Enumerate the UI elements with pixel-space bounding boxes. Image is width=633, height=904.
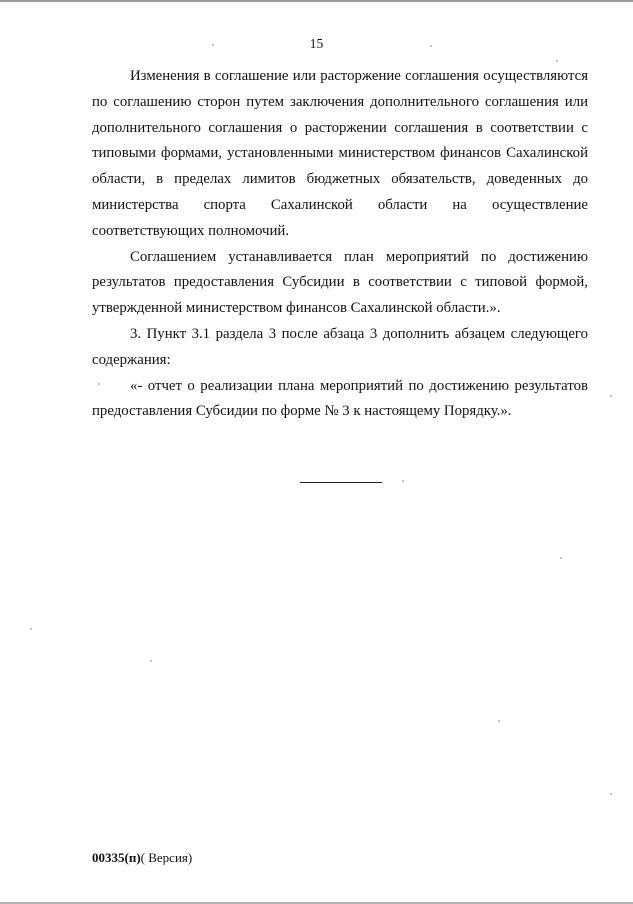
scan-speck [402,480,404,482]
document-code-number: 00335(п) [92,850,141,865]
scan-speck [610,793,612,795]
scan-speck [150,660,152,662]
end-separator-line [300,482,382,483]
document-body [92,64,588,425]
document-version: ( Версия) [140,850,193,865]
page-number: 15 [309,36,324,51]
document-code [92,850,192,866]
scan-top-edge [0,0,633,2]
scan-speck [30,628,32,630]
paragraph-clause-3: 3. Пункт 3.1 раздела 3 после абзаца 3 дополнить абзацем следующего содержания: [92,325,588,368]
scan-speck [560,557,562,559]
paragraph-action-plan: Соглашением устанавливается план мероприятий по достижению результатов предоставления Субсидии в соответствии с типовой формой, утвержденной министерством финансов Сахалинской области.». [92,248,588,317]
scan-speck [98,383,100,385]
scan-speck [556,60,558,62]
paragraph-report-quote: «- отчет о реализации плана мероприятий по достижению результатов предоставления Субсидии по форме № 3 к настоящему Порядку.». [92,377,588,420]
scan-speck [430,45,432,47]
scan-speck [498,720,500,722]
paragraph-amendments: Изменения в соглашение или расторжение соглашения осуществляются по соглашению сторон путем заключения дополнительного соглашения или дополнительного соглашения о расторжении соглашения в соответствии с типовыми формами, установленными министерством финансов Сахалинской области, в пределах лимитов бюджетных обязательств, доведенных до министерства спорта Сахалинской области на осуществление соответствующих полномочий. [92,68,588,239]
scan-speck [212,44,214,46]
scan-speck [610,395,612,397]
